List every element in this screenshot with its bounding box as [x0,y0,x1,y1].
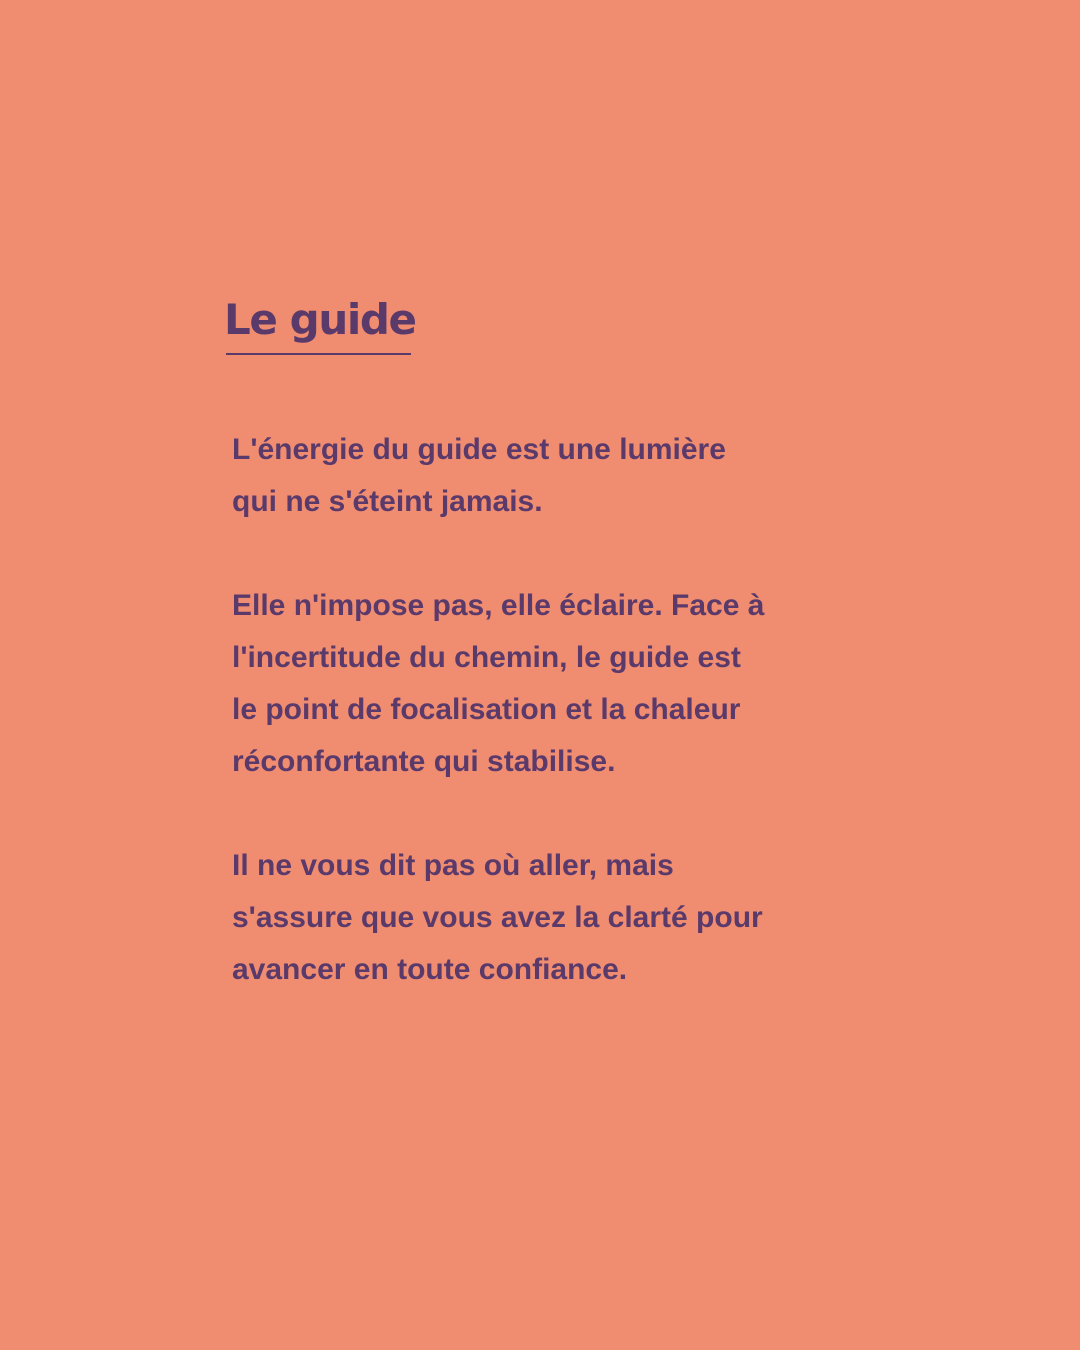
paragraph-3 [232,840,852,996]
paragraph-line: le point de focalisation et la chaleur [232,693,741,726]
paragraph-line: l'incertitude du chemin, le guide est [232,641,741,674]
paragraph-2 [232,580,852,788]
body-text [232,424,852,1048]
paragraph-line: L'énergie du guide est une lumière [232,433,726,466]
title-block [224,292,416,355]
paragraph-line: Elle n'impose pas, elle éclaire. Face à [232,589,765,622]
paragraph-line: s'assure que vous avez la clarté pour [232,901,763,934]
paragraph-line: Il ne vous dit pas où aller, mais [232,849,674,882]
paragraph-line: réconfortante qui stabilise. [232,745,616,778]
page-title: Le guide [224,295,416,344]
title-underline [226,353,411,355]
paragraph-line: qui ne s'éteint jamais. [232,485,543,518]
paragraph-line: avancer en toute confiance. [232,953,628,986]
paragraph-1 [232,424,852,528]
